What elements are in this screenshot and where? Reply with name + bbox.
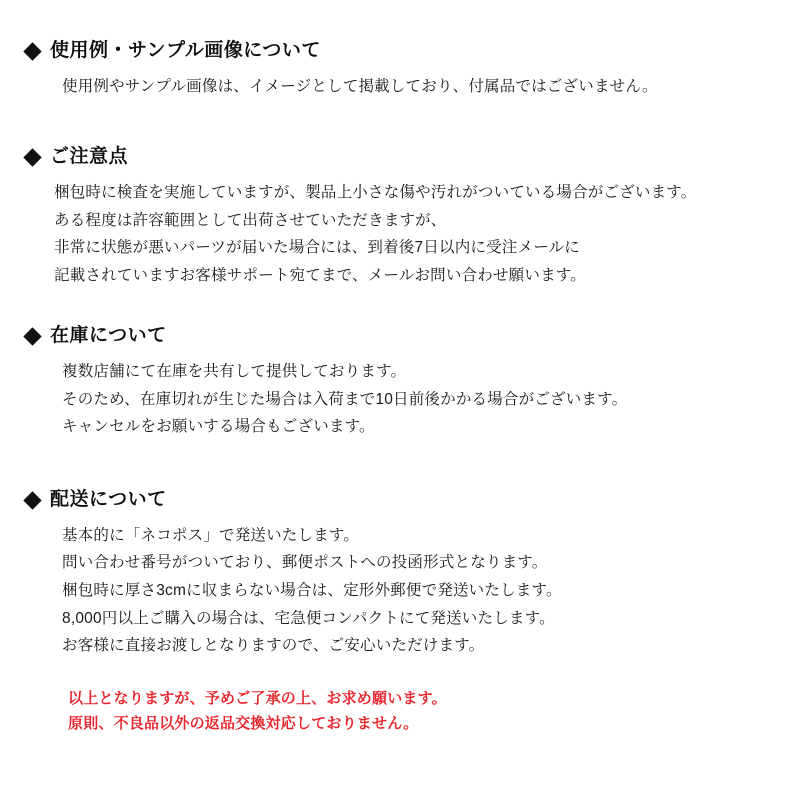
body-line: お客様に直接お渡しとなりますので、ご安心いただけます。 <box>62 637 485 655</box>
section-body-caution <box>26 179 774 289</box>
section-stock <box>26 325 774 441</box>
section-heading-shipping <box>26 489 774 512</box>
body-line: キャンセルをお願いする場合もございます。 <box>62 418 375 436</box>
section-body-usage <box>26 73 774 101</box>
notice-block <box>26 686 774 737</box>
diamond-bullet-icon <box>23 328 41 346</box>
body-line: 記載されていますお客様サポート宛てまで、メールお問い合わせ願います。 <box>54 266 586 284</box>
section-heading-caution <box>26 146 774 169</box>
body-line: ある程度は許容範囲として出荷させていただきますが、 <box>54 211 447 229</box>
section-heading-stock-label: 在庫について <box>50 325 167 347</box>
section-caution <box>26 146 774 289</box>
section-heading-caution-label: ご注意点 <box>50 146 129 168</box>
body-line: そのため、在庫切れが生じた場合は入荷まで10日前後かかる場合がございます。 <box>62 390 628 408</box>
section-heading-stock <box>26 325 774 348</box>
body-line: 問い合わせ番号がついており、郵便ポストへの投函形式となります。 <box>62 554 548 572</box>
notice-line: 以上となりますが、予めご了承の上、お求め願います。 <box>68 689 447 707</box>
body-line: 8,000円以上ご購入の場合は、宅急便コンパクトにて発送いたします。 <box>62 609 555 627</box>
section-heading-usage <box>26 40 774 63</box>
section-shipping <box>26 489 774 660</box>
section-heading-shipping-label: 配送について <box>50 489 167 511</box>
section-heading-usage-label: 使用例・サンプル画像について <box>50 40 321 61</box>
body-line: 梱包時に検査を実施していますが、製品上小さな傷や汚れがついている場合がございます。 <box>54 184 697 202</box>
diamond-bullet-icon <box>23 42 41 60</box>
body-line: 複数店舗にて在庫を共有して提供しております。 <box>62 363 407 381</box>
body-line: 梱包時に厚さ3cmに収まらない場合は、定形外郵便で発送いたします。 <box>62 581 562 599</box>
body-line: 基本的に「ネコポス」で発送いたします。 <box>62 526 360 544</box>
diamond-bullet-icon <box>23 491 41 509</box>
section-body-stock <box>26 358 774 441</box>
notice-line: 原則、不良品以外の返品交換対応しておりません。 <box>68 715 419 733</box>
section-usage <box>26 40 774 100</box>
body-line: 使用例やサンプル画像は、イメージとして掲載しており、付属品ではございません。 <box>62 77 658 95</box>
section-body-shipping <box>26 522 774 660</box>
body-line: 非常に状態が悪いパーツが届いた場合には、到着後7日以内に受注メールに <box>54 239 580 257</box>
diamond-bullet-icon <box>23 149 41 167</box>
